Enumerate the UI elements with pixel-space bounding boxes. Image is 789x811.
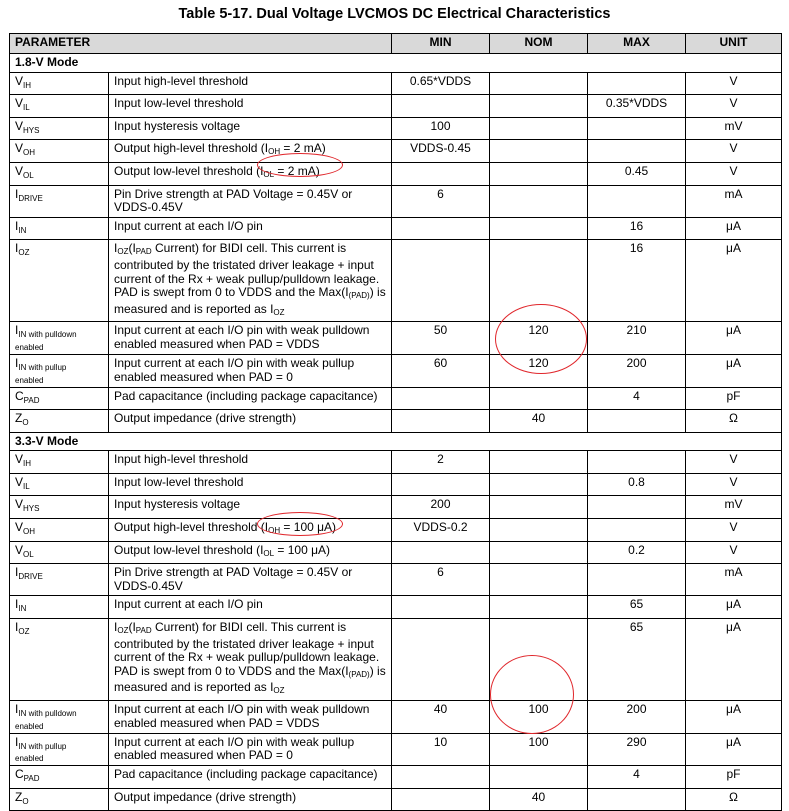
parameter-symbol [10,451,109,474]
symbol-letter: V [15,96,24,111]
cell-max [588,519,686,542]
symbol-subscript: O [22,418,29,428]
symbol-subscript: IN with pulldown [18,330,77,340]
cell-unit: V [686,140,782,163]
header-nom: NOM [490,34,588,54]
cell-unit: V [686,72,782,95]
parameter-symbol [10,473,109,496]
cell-max: 210 [588,322,686,355]
symbol-subscript: OL [23,170,34,180]
cell-nom [490,185,588,217]
cell-min [392,95,490,118]
table-row [10,185,782,217]
symbol-subscript: PAD [23,774,40,784]
parameter-description: $I_{OZ}(I_{PAD}$ Current) for BIDI cell. This current is contributed by the tristated driver leakage + input current of the Rx + weak pullup/pulldown leakage. PAD is swept from 0 to VDDS and the $Max(I_{(PAD)})$ is measured and is reported as $I_{OZ}$ [109,619,392,701]
parameter-description: Output impedance (drive strength) [109,788,392,811]
symbol-subscript: PAD [23,395,40,405]
parameter-description: Input hysteresis voltage [109,117,392,140]
table-row [10,451,782,474]
cell-nom [490,95,588,118]
parameter-symbol [10,788,109,811]
symbol-subscript: IN [18,225,27,235]
table-row [10,619,782,701]
symbol-letter: I [15,218,19,233]
cell-nom [490,496,588,519]
table-row [10,701,782,734]
table-row [10,162,782,185]
parameter-symbol [10,322,109,355]
symbol-letter: V [15,497,24,512]
parameter-symbol [10,619,109,701]
parameter-description: Input low-level threshold [109,473,392,496]
cell-nom: 100 [490,701,588,734]
symbol-subscript: OH [23,527,36,537]
cell-nom [490,519,588,542]
header-max: MAX [588,34,686,54]
symbol-letter: I [15,702,19,716]
section-row [10,432,782,451]
cell-unit: pF [686,387,782,410]
cell-unit: μA [686,619,782,701]
table-row [10,788,782,811]
cell-max [588,185,686,217]
cell-max: 290 [588,733,686,766]
parameter-description: Input current at each I/O pin with weak pullup enabled measured when PAD = 0 [109,354,392,387]
parameter-symbol [10,766,109,789]
table-row [10,473,782,496]
cell-min: 6 [392,564,490,596]
parameter-symbol [10,162,109,185]
header-min: MIN [392,34,490,54]
cell-nom: 40 [490,410,588,433]
cell-unit: μA [686,733,782,766]
cell-max: 16 [588,240,686,322]
table-row [10,496,782,519]
table-row [10,72,782,95]
cell-unit: V [686,473,782,496]
electrical-characteristics-table [9,33,782,811]
cell-min: 0.65*VDDS [392,72,490,95]
parameter-symbol [10,541,109,564]
cell-max: 0.35*VDDS [588,95,686,118]
parameter-symbol [10,410,109,433]
cell-max [588,410,686,433]
section-row [10,54,782,73]
cell-min [392,240,490,322]
cell-unit: μA [686,596,782,619]
cell-min: 2 [392,451,490,474]
cell-max: 4 [588,766,686,789]
symbol-subscript: OZ [18,627,30,637]
cell-min: 6 [392,185,490,217]
symbol-letter: I [15,323,19,338]
symbol-subscript: DRIVE [18,193,43,203]
cell-max: 65 [588,596,686,619]
cell-max [588,788,686,811]
cell-unit: μA [686,240,782,322]
cell-max [588,140,686,163]
symbol-note: enabled [15,375,44,385]
symbol-note: enabled [15,342,44,352]
cell-nom: 40 [490,788,588,811]
cell-min [392,162,490,185]
parameter-description: Input current at each I/O pin with weak pulldown enabled measured when PAD = VDDS [109,322,392,355]
table-row [10,564,782,596]
cell-max [588,117,686,140]
cell-unit: mV [686,117,782,140]
symbol-subscript: DRIVE [18,572,43,582]
cell-unit: V [686,95,782,118]
cell-nom [490,72,588,95]
cell-max [588,496,686,519]
cell-nom [490,596,588,619]
cell-nom [490,541,588,564]
cell-unit: Ω [686,788,782,811]
table-row [10,519,782,542]
cell-min [392,619,490,701]
symbol-note: enabled [15,754,44,764]
parameter-description: Input high-level threshold [109,451,392,474]
symbol-letter: I [15,620,19,635]
cell-unit: Ω [686,410,782,433]
symbol-letter: Z [15,411,23,426]
parameter-symbol [10,185,109,217]
symbol-subscript: OH [23,148,36,158]
parameter-description: Pin Drive strength at PAD Voltage = 0.45V or VDDS-0.45V [109,185,392,217]
cell-min [392,387,490,410]
table-row [10,217,782,240]
cell-min [392,541,490,564]
parameter-symbol [10,701,109,734]
parameter-symbol [10,354,109,387]
cell-unit: μA [686,322,782,355]
symbol-letter: I [15,241,19,256]
symbol-subscript: IL [23,481,30,491]
symbol-letter: I [15,355,19,370]
header-row [10,34,782,54]
parameter-symbol [10,596,109,619]
cell-nom [490,240,588,322]
symbol-subscript: IN with pullup [18,741,67,751]
symbol-subscript: HYS [23,504,40,514]
symbol-letter: V [15,452,24,467]
header-unit: UNIT [686,34,782,54]
table-row [10,766,782,789]
cell-min [392,473,490,496]
parameter-symbol [10,95,109,118]
parameter-description: Output impedance (drive strength) [109,410,392,433]
cell-max [588,451,686,474]
cell-unit: μA [686,354,782,387]
cell-unit: mV [686,496,782,519]
symbol-subscript: O [22,796,29,806]
symbol-subscript: IN [18,604,27,614]
parameter-description: Input current at each I/O pin [109,217,392,240]
parameter-symbol [10,140,109,163]
symbol-letter: V [15,542,24,557]
cell-max [588,564,686,596]
cell-unit: pF [686,766,782,789]
table-row [10,140,782,163]
cell-max: 0.8 [588,473,686,496]
parameter-symbol [10,117,109,140]
symbol-letter: V [15,520,24,535]
parameter-description: Input current at each I/O pin with weak pullup enabled measured when PAD = 0 [109,733,392,766]
cell-min: 100 [392,117,490,140]
symbol-subscript: OL [23,549,34,559]
symbol-note: enabled [15,721,44,731]
parameter-description: Pin Drive strength at PAD Voltage = 0.45V or VDDS-0.45V [109,564,392,596]
cell-min: 60 [392,354,490,387]
parameter-symbol [10,733,109,766]
parameter-description: $I_{OZ}(I_{PAD}$ Current) for BIDI cell. This current is contributed by the tristated driver leakage + input current of the Rx + weak pullup/pulldown leakage. PAD is swept from 0 to VDDS and the $Max(I_{(PAD)})$ is measured and is reported as $I_{OZ}$ [109,240,392,322]
parameter-description: Input current at each I/O pin [109,596,392,619]
symbol-letter: I [15,597,19,612]
table-row [10,541,782,564]
symbol-subscript: IN with pullup [18,362,67,372]
symbol-subscript: IH [23,80,32,90]
table-row [10,322,782,355]
parameter-symbol [10,519,109,542]
table-row [10,240,782,322]
table-row [10,117,782,140]
cell-min: 40 [392,701,490,734]
cell-max: 0.2 [588,541,686,564]
cell-min: 10 [392,733,490,766]
table-body [10,54,782,811]
cell-nom [490,451,588,474]
header-parameter: PARAMETER [10,34,392,54]
parameter-symbol [10,240,109,322]
cell-min [392,596,490,619]
parameter-description: Output high-level threshold ($I_{OH} = 2$ mA) [109,140,392,163]
table-row [10,596,782,619]
symbol-subscript: HYS [23,125,40,135]
cell-min [392,766,490,789]
symbol-subscript: OZ [18,248,30,258]
cell-nom [490,162,588,185]
cell-nom [490,564,588,596]
cell-nom: 100 [490,733,588,766]
symbol-letter: Z [15,789,23,804]
symbol-subscript: IN with pulldown [18,709,77,718]
cell-max: 200 [588,701,686,734]
table-row [10,410,782,433]
table-title: Table 5-17. Dual Voltage LVCMOS DC Electrical Characteristics [178,6,611,22]
symbol-letter: V [15,163,24,178]
cell-unit: μA [686,217,782,240]
cell-unit: mA [686,564,782,596]
parameter-description: Output low-level threshold ($I_{OL} = 100$ μA) [109,541,392,564]
symbol-letter: I [15,565,19,580]
parameter-description: Pad capacitance (including package capacitance) [109,766,392,789]
cell-max: 65 [588,619,686,701]
symbol-letter: C [15,767,24,782]
cell-min: VDDS-0.45 [392,140,490,163]
cell-unit: mA [686,185,782,217]
parameter-description: Input high-level threshold [109,72,392,95]
table-row [10,354,782,387]
cell-min [392,217,490,240]
parameter-symbol [10,72,109,95]
parameter-symbol [10,564,109,596]
parameter-description: Input current at each I/O pin with weak pulldown enabled measured when PAD = VDDS [109,701,392,734]
parameter-description: Output low-level threshold ($I_{OL} = 2$ mA) [109,162,392,185]
cell-unit: V [686,451,782,474]
cell-min [392,788,490,811]
cell-min: 200 [392,496,490,519]
cell-min: 50 [392,322,490,355]
symbol-subscript: IH [23,459,32,469]
cell-nom [490,387,588,410]
cell-nom [490,217,588,240]
parameter-symbol [10,217,109,240]
cell-max: 0.45 [588,162,686,185]
symbol-letter: I [15,734,19,749]
cell-unit: μA [686,701,782,734]
symbol-letter: V [15,141,24,156]
cell-nom [490,140,588,163]
parameter-description: Pad capacitance (including package capacitance) [109,387,392,410]
cell-unit: V [686,519,782,542]
symbol-letter: I [15,186,19,201]
cell-max: 200 [588,354,686,387]
cell-unit: V [686,541,782,564]
cell-nom: 120 [490,354,588,387]
table-row [10,387,782,410]
cell-nom [490,619,588,701]
symbol-letter: V [15,474,24,489]
cell-nom [490,473,588,496]
cell-nom [490,117,588,140]
parameter-description: Input hysteresis voltage [109,496,392,519]
symbol-letter: V [15,118,24,133]
cell-max [588,72,686,95]
cell-min: VDDS-0.2 [392,519,490,542]
table-row [10,733,782,766]
parameter-symbol [10,496,109,519]
section-title: 1.8-V Mode [10,54,782,73]
cell-max: 4 [588,387,686,410]
cell-min [392,410,490,433]
cell-max: 16 [588,217,686,240]
parameter-description: Input low-level threshold [109,95,392,118]
cell-unit: V [686,162,782,185]
table-row [10,95,782,118]
symbol-letter: V [15,73,24,88]
parameter-symbol [10,387,109,410]
parameter-description: Output high-level threshold ($I_{OH} = 100$ μA) [109,519,392,542]
section-title: 3.3-V Mode [10,432,782,451]
symbol-letter: C [15,388,24,403]
cell-nom [490,766,588,789]
symbol-subscript: IL [23,103,30,113]
cell-nom: 120 [490,322,588,355]
